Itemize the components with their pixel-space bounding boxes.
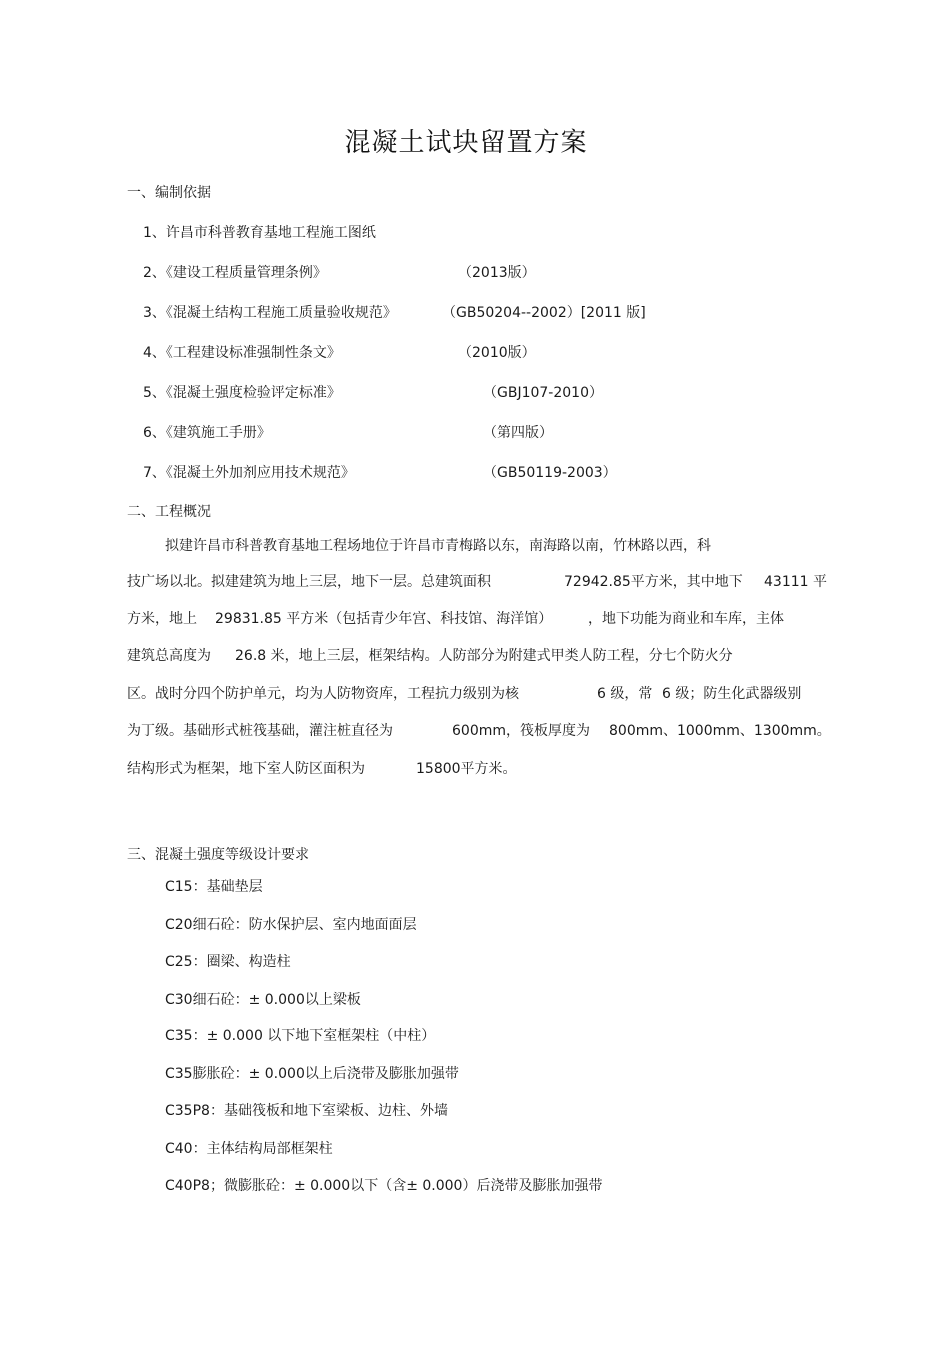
reference-standard: （2013版） bbox=[458, 265, 536, 281]
section-heading: 三、混凝土强度等级设计要求 bbox=[127, 847, 309, 863]
reference-name: 3、《混凝土结构工程施工质量验收规范》 bbox=[143, 305, 397, 321]
paragraph-line bbox=[0, 571, 950, 591]
text-run: 方米，地上 bbox=[127, 611, 197, 627]
grade-item: C30细石砼：± 0.000以上梁板 bbox=[165, 992, 361, 1008]
text-run: 技广场以北。拟建建筑为地上三层，地下一层。总建筑面积 bbox=[127, 574, 491, 590]
reference-standard: （GB50119-2003） bbox=[483, 465, 617, 481]
paragraph-line bbox=[0, 720, 950, 740]
text-run: 29831.85 平方米（包括青少年宫、科技馆、海洋馆） bbox=[215, 611, 553, 627]
grade-item: C35：± 0.000 以下地下室框架柱（中柱） bbox=[165, 1028, 436, 1044]
text-run: 拟建许昌市科普教育基地工程场地位于许昌市青梅路以东，南海路以南，竹林路以西，科 bbox=[165, 538, 711, 554]
reference-name: 5、《混凝土强度检验评定标准》 bbox=[143, 385, 341, 401]
text-run: 结构形式为框架，地下室人防区面积为 bbox=[127, 761, 365, 777]
text-run: 600mm，筏板厚度为 bbox=[452, 723, 590, 739]
grade-item: C15：基础垫层 bbox=[165, 879, 263, 895]
text-run: ，地下功能为商业和车库，主体 bbox=[588, 611, 784, 627]
text-run: 为丁级。基础形式桩筏基础，灌注桩直径为 bbox=[127, 723, 393, 739]
page-title: 混凝土试块留置方案 bbox=[344, 128, 588, 158]
text-run: 43111 平 bbox=[764, 574, 827, 590]
text-run: 26.8 米，地上三层，框架结构。人防部分为附建式甲类人防工程，分七个防火分 bbox=[235, 648, 733, 664]
reference-name: 1、许昌市科普教育基地工程施工图纸 bbox=[143, 225, 376, 241]
paragraph-line bbox=[0, 535, 950, 555]
grade-item: C40：主体结构局部框架柱 bbox=[165, 1141, 333, 1157]
grade-item: C35膨胀砼：± 0.000以上后浇带及膨胀加强带 bbox=[165, 1066, 459, 1082]
reference-name: 4、《工程建设标准强制性条文》 bbox=[143, 345, 341, 361]
text-run: 6 级；防生化武器级别 bbox=[662, 686, 802, 702]
grade-item: C25：圈梁、构造柱 bbox=[165, 954, 291, 970]
text-run: 6 级，常 bbox=[597, 686, 653, 702]
text-run: 72942.85平方米，其中地下 bbox=[564, 574, 743, 590]
paragraph-line bbox=[0, 758, 950, 778]
text-run: 区。战时分四个防护单元，均为人防物资库，工程抗力级别为核 bbox=[127, 686, 519, 702]
grade-item: C20细石砼：防水保护层、室内地面面层 bbox=[165, 917, 417, 933]
paragraph-line bbox=[0, 608, 950, 628]
reference-name: 2、《建设工程质量管理条例》 bbox=[143, 265, 327, 281]
reference-standard: （2010版） bbox=[458, 345, 536, 361]
grade-item: C35P8：基础筏板和地下室梁板、边柱、外墙 bbox=[165, 1103, 448, 1119]
reference-standard: （GBJ107-2010） bbox=[483, 385, 603, 401]
paragraph-line bbox=[0, 645, 950, 665]
text-run: 800mm、1000mm、1300mm。 bbox=[609, 723, 831, 739]
reference-name: 7、《混凝土外加剂应用技术规范》 bbox=[143, 465, 355, 481]
paragraph-line bbox=[0, 683, 950, 703]
section-heading: 二、工程概况 bbox=[127, 504, 211, 520]
text-run: 15800平方米。 bbox=[416, 761, 517, 777]
section-heading: 一、编制依据 bbox=[127, 185, 211, 201]
reference-standard: （第四版） bbox=[483, 425, 553, 441]
grade-item: C40P8；微膨胀砼：± 0.000以下（含± 0.000）后浇带及膨胀加强带 bbox=[165, 1178, 603, 1194]
reference-name: 6、《建筑施工手册》 bbox=[143, 425, 271, 441]
reference-standard: （GB50204--2002）[2011 版] bbox=[442, 305, 646, 321]
text-run: 建筑总高度为 bbox=[127, 648, 211, 664]
